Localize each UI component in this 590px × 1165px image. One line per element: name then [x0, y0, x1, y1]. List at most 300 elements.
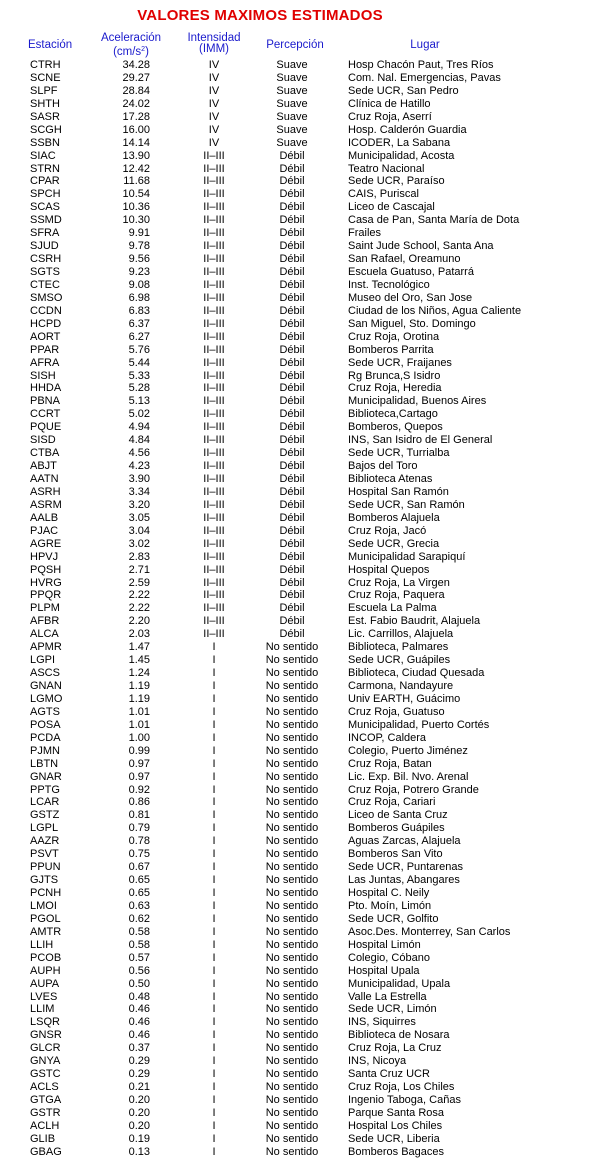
cell-aceleracion: 0.65 [128, 874, 150, 887]
cell-estacion: LGPI [30, 654, 56, 667]
cell-intensidad: II–III [203, 628, 225, 641]
cell-lugar: Sede UCR, Golfito [348, 912, 439, 925]
cell-estacion: PCOB [30, 951, 62, 964]
cell-percepcion: Débil [279, 304, 305, 317]
cell-estacion: SCNE [30, 71, 61, 84]
table-row [0, 499, 590, 512]
cell-percepcion: No sentido [265, 705, 319, 718]
cell-aceleracion: 1.24 [128, 667, 150, 680]
cell-lugar: Colegio, Puerto Jiménez [348, 744, 468, 757]
cell-estacion: ACLH [30, 1119, 60, 1132]
table-row [0, 848, 590, 861]
cell-estacion: PPTG [30, 783, 60, 796]
table-row [0, 201, 590, 214]
cell-percepcion: No sentido [265, 796, 319, 809]
cell-lugar: Cruz Roja, Guatuso [348, 705, 445, 718]
cell-intensidad: I [212, 951, 216, 964]
table-row [0, 874, 590, 887]
table-row [0, 589, 590, 602]
cell-lugar: Cruz Roja, Paquera [348, 589, 445, 602]
cell-percepcion: No sentido [265, 977, 319, 990]
table-row [0, 137, 590, 150]
cell-percepcion: Débil [279, 278, 305, 291]
table-row [0, 1055, 590, 1068]
cell-percepcion: Suave [276, 59, 308, 71]
cell-percepcion: Débil [279, 550, 305, 563]
cell-lugar: INCOP, Caldera [348, 731, 427, 744]
table-row [0, 124, 590, 137]
cell-aceleracion: 9.78 [128, 240, 150, 253]
cell-aceleracion: 14.14 [122, 136, 150, 149]
cell-percepcion: No sentido [265, 835, 319, 848]
cell-percepcion: Débil [279, 330, 305, 343]
cell-estacion: PPUN [30, 861, 61, 874]
cell-lugar: Sede UCR, Liberia [348, 1132, 440, 1145]
table-row [0, 706, 590, 719]
cell-intensidad: II–III [203, 473, 225, 485]
cell-intensidad: I [212, 990, 216, 1003]
cell-percepcion: Débil [279, 266, 305, 278]
cell-percepcion: No sentido [265, 718, 319, 731]
cell-aceleracion: 10.30 [122, 214, 150, 227]
cell-intensidad: I [212, 977, 216, 990]
cell-aceleracion: 13.90 [122, 149, 150, 162]
cell-estacion: HHDA [30, 382, 62, 395]
cell-percepcion: No sentido [265, 912, 319, 925]
cell-lugar: Municipalidad, Buenos Aires [348, 395, 487, 408]
table-row [0, 1094, 590, 1107]
cell-estacion: CTBA [30, 447, 60, 460]
cell-estacion: PBNA [30, 395, 60, 408]
cell-aceleracion: 0.58 [128, 938, 150, 951]
table-row [0, 861, 590, 874]
header-intensidad [176, 33, 252, 55]
cell-intensidad: II–III [203, 447, 225, 460]
cell-estacion: PQUE [30, 421, 62, 434]
cell-aceleracion: 9.08 [128, 278, 150, 291]
cell-percepcion: Débil [279, 434, 305, 447]
cell-estacion: GNAR [30, 770, 62, 783]
cell-intensidad: II–III [203, 421, 225, 434]
cell-aceleracion: 5.44 [128, 356, 150, 369]
cell-lugar: Cruz Roja, Orotina [348, 330, 440, 343]
cell-aceleracion: 1.47 [128, 641, 150, 654]
cell-percepcion: Débil [279, 240, 305, 253]
header-estacion: Estación [28, 39, 73, 51]
cell-aceleracion: 0.37 [128, 1042, 150, 1055]
cell-intensidad: II–III [203, 485, 225, 498]
cell-percepcion: Débil [279, 408, 305, 421]
table-row [0, 835, 590, 848]
cell-lugar: Hospital C. Neily [348, 887, 430, 899]
page-title: VALORES MAXIMOS ESTIMADOS [137, 7, 383, 24]
cell-percepcion: No sentido [265, 887, 319, 899]
cell-estacion: SPCH [30, 188, 61, 201]
cell-percepcion: No sentido [265, 667, 319, 680]
cell-estacion: PQSH [30, 563, 62, 576]
cell-estacion: GLIB [30, 1132, 56, 1145]
header-intensidad-line1: Intensidad [187, 32, 241, 44]
cell-percepcion: Débil [279, 175, 305, 188]
cell-aceleracion: 4.56 [128, 447, 150, 460]
table-row [0, 939, 590, 952]
cell-lugar: Cruz Roja, Batan [348, 757, 432, 770]
header-aceleracion [88, 33, 174, 58]
table-row [0, 732, 590, 745]
cell-estacion: CCDN [30, 304, 62, 317]
cell-intensidad: II–III [203, 434, 225, 447]
cell-intensidad: II–III [203, 201, 225, 214]
cell-intensidad: II–III [203, 589, 225, 602]
cell-percepcion: Débil [279, 188, 305, 201]
cell-lugar: Lic. Carrillos, Alajuela [348, 628, 454, 641]
table-row [0, 1081, 590, 1094]
table-row [0, 628, 590, 641]
cell-intensidad: II–III [203, 253, 225, 266]
cell-percepcion: Débil [279, 563, 305, 576]
cell-estacion: PSVT [30, 848, 59, 861]
table-row [0, 85, 590, 98]
table-row [0, 1003, 590, 1016]
cell-estacion: SSMD [30, 214, 62, 227]
cell-lugar: Hospital San Ramón [348, 485, 449, 498]
cell-aceleracion: 28.84 [122, 84, 150, 97]
cell-percepcion: Débil [279, 421, 305, 434]
cell-intensidad: I [212, 692, 216, 705]
cell-percepcion: Débil [279, 291, 305, 304]
cell-intensidad: II–III [203, 615, 225, 628]
cell-lugar: Sede UCR, San Pedro [348, 84, 459, 97]
cell-intensidad: I [212, 654, 216, 667]
cell-estacion: GLCR [30, 1042, 61, 1055]
cell-lugar: Bomberos Bagaces [348, 1145, 444, 1158]
table-row [0, 163, 590, 176]
table-row [0, 240, 590, 253]
cell-estacion: GBAG [30, 1145, 62, 1158]
table-row [0, 460, 590, 473]
cell-intensidad: I [212, 680, 216, 692]
table-row [0, 473, 590, 486]
cell-intensidad: I [212, 718, 216, 731]
cell-estacion: HPVJ [30, 550, 59, 563]
cell-intensidad: I [212, 899, 216, 912]
cell-percepcion: No sentido [265, 809, 319, 822]
cell-intensidad: I [212, 731, 216, 744]
cell-aceleracion: 0.65 [128, 887, 150, 899]
cell-estacion: CTRH [30, 59, 61, 71]
cell-intensidad: II–III [203, 369, 225, 382]
cell-lugar: Cruz Roja, La Cruz [348, 1042, 442, 1055]
cell-estacion: SIAC [30, 149, 56, 162]
cell-percepcion: Débil [279, 382, 305, 395]
cell-percepcion: Débil [279, 201, 305, 214]
cell-percepcion: Débil [279, 460, 305, 473]
cell-lugar: Saint Jude School, Santa Ana [348, 240, 494, 253]
cell-lugar: Sede UCR, Fraijanes [348, 356, 452, 369]
cell-lugar: Casa de Pan, Santa María de Dota [348, 214, 520, 227]
cell-estacion: SHTH [30, 97, 60, 110]
cell-percepcion: Débil [279, 343, 305, 356]
cell-lugar: Liceo de Cascajal [348, 201, 435, 214]
table-row [0, 758, 590, 771]
table-row [0, 667, 590, 680]
cell-intensidad: I [212, 757, 216, 770]
cell-aceleracion: 0.75 [128, 848, 150, 861]
cell-estacion: AGRE [30, 537, 62, 550]
cell-aceleracion: 5.33 [128, 369, 150, 382]
cell-lugar: Sede UCR, San Ramón [348, 498, 465, 511]
cell-aceleracion: 10.54 [122, 188, 150, 201]
table-row [0, 602, 590, 615]
cell-lugar: Hospital Los Chiles [348, 1119, 443, 1132]
cell-aceleracion: 11.68 [123, 175, 150, 188]
cell-percepcion: Débil [279, 317, 305, 330]
cell-aceleracion: 0.20 [128, 1119, 150, 1132]
table-row [0, 486, 590, 499]
cell-estacion: AFBR [30, 615, 60, 628]
cell-intensidad: II–III [203, 291, 225, 304]
cell-estacion: CTEC [30, 278, 60, 291]
cell-estacion: GSTC [30, 1068, 61, 1081]
cell-estacion: SISH [30, 369, 56, 382]
cell-estacion: APMR [30, 641, 62, 654]
cell-lugar: Sede UCR, Turrialba [348, 447, 450, 460]
cell-estacion: GNSR [30, 1029, 62, 1042]
cell-aceleracion: 5.02 [128, 408, 150, 421]
table-row [0, 370, 590, 383]
cell-intensidad: II–III [203, 602, 225, 615]
table-row [0, 551, 590, 564]
cell-percepcion: Débil [279, 615, 305, 628]
table-row [0, 305, 590, 318]
table-row [0, 1146, 590, 1159]
table-row [0, 654, 590, 667]
cell-percepcion: No sentido [265, 1029, 319, 1042]
table-row [0, 111, 590, 124]
cell-estacion: LGMO [30, 692, 63, 705]
cell-percepcion: No sentido [265, 1055, 319, 1068]
cell-lugar: Bomberos Alajuela [348, 511, 440, 524]
cell-aceleracion: 2.22 [128, 589, 150, 602]
cell-lugar: Cruz Roja, Potrero Grande [348, 783, 479, 796]
cell-estacion: SISD [30, 434, 56, 447]
cell-percepcion: Débil [279, 537, 305, 550]
cell-estacion: SMSO [30, 291, 63, 304]
cell-lugar: Carmona, Nandayure [348, 680, 454, 692]
cell-percepcion: Débil [279, 356, 305, 369]
cell-estacion: STRN [30, 162, 60, 175]
cell-estacion: GNYA [30, 1055, 61, 1068]
cell-aceleracion: 0.63 [128, 899, 150, 912]
cell-aceleracion: 1.19 [128, 692, 150, 705]
cell-estacion: AORT [30, 330, 61, 343]
cell-aceleracion: 2.03 [128, 628, 150, 641]
cell-percepcion: No sentido [265, 874, 319, 887]
cell-estacion: ALCA [30, 628, 59, 641]
cell-estacion: AUPA [30, 977, 60, 990]
cell-percepcion: No sentido [265, 861, 319, 874]
cell-lugar: Escuela Guatuso, Patarrá [348, 266, 474, 278]
cell-aceleracion: 1.01 [128, 718, 150, 731]
cell-intensidad: I [212, 1132, 216, 1145]
cell-intensidad: II–III [203, 382, 225, 395]
cell-aceleracion: 6.83 [128, 304, 150, 317]
cell-percepcion: No sentido [265, 744, 319, 757]
cell-lugar: Municipalidad, Upala [348, 977, 451, 990]
cell-intensidad: II–III [203, 162, 225, 175]
cell-aceleracion: 5.76 [128, 343, 150, 356]
cell-lugar: Biblioteca, Palmares [348, 641, 449, 654]
cell-estacion: SGTS [30, 266, 60, 278]
cell-percepcion: Suave [276, 84, 308, 97]
cell-aceleracion: 3.02 [128, 537, 150, 550]
cell-aceleracion: 0.50 [128, 977, 150, 990]
cell-intensidad: II–III [203, 408, 225, 421]
cell-intensidad: II–III [203, 330, 225, 343]
cell-aceleracion: 3.05 [128, 511, 150, 524]
cell-lugar: Bomberos San Vito [348, 848, 443, 861]
cell-intensidad: II–III [203, 188, 225, 201]
cell-intensidad: IV [208, 136, 220, 149]
cell-percepcion: Débil [279, 498, 305, 511]
cell-lugar: Biblioteca de Nosara [348, 1029, 450, 1042]
cell-percepcion: Suave [276, 136, 308, 149]
cell-lugar: Municipalidad Sarapiquí [348, 550, 466, 563]
cell-estacion: LLIM [30, 1003, 55, 1016]
cell-intensidad: II–III [203, 214, 225, 227]
cell-lugar: Asoc.Des. Monterrey, San Carlos [348, 925, 511, 938]
cell-intensidad: I [212, 887, 216, 899]
cell-percepcion: No sentido [265, 680, 319, 692]
cell-lugar: Hosp. Calderón Guardia [348, 123, 467, 136]
cell-estacion: SASR [30, 110, 60, 123]
cell-lugar: ICODER, La Sabana [348, 136, 451, 149]
cell-lugar: Cruz Roja, Cariari [348, 796, 436, 809]
cell-intensidad: II–III [203, 266, 225, 278]
cell-intensidad: I [212, 925, 216, 938]
cell-estacion: AATN [30, 473, 59, 485]
cell-percepcion: Débil [279, 602, 305, 615]
table-row [0, 1133, 590, 1146]
cell-aceleracion: 3.90 [128, 473, 150, 485]
cell-intensidad: II–III [203, 317, 225, 330]
cell-percepcion: Débil [279, 511, 305, 524]
table-row [0, 577, 590, 590]
cell-estacion: CCRT [30, 408, 61, 421]
cell-aceleracion: 0.46 [128, 1003, 150, 1016]
cell-percepcion: No sentido [265, 925, 319, 938]
cell-lugar: Com. Nal. Emergencias, Pavas [348, 71, 501, 84]
cell-lugar: Escuela La Palma [348, 602, 437, 615]
cell-intensidad: II–III [203, 498, 225, 511]
table-row [0, 615, 590, 628]
table-row [0, 279, 590, 292]
cell-aceleracion: 1.45 [128, 654, 150, 667]
cell-percepcion: No sentido [265, 1016, 319, 1029]
cell-aceleracion: 0.78 [128, 835, 150, 848]
cell-percepcion: No sentido [265, 1145, 319, 1158]
cell-lugar: Hosp Chacón Paut, Tres Ríos [348, 59, 494, 71]
cell-intensidad: II–III [203, 149, 225, 162]
cell-lugar: Lic. Exp. Bil. Nvo. Arenal [348, 770, 469, 783]
table-row [0, 434, 590, 447]
cell-percepcion: No sentido [265, 654, 319, 667]
table-row [0, 913, 590, 926]
table-row [0, 809, 590, 822]
cell-aceleracion: 5.13 [128, 395, 150, 408]
cell-aceleracion: 0.86 [128, 796, 150, 809]
cell-estacion: AMTR [30, 925, 62, 938]
cell-estacion: GSTZ [30, 809, 60, 822]
cell-lugar: Valle La Estrella [348, 990, 427, 1003]
table-row [0, 965, 590, 978]
cell-estacion: LGPL [30, 822, 59, 835]
cell-percepcion: Débil [279, 214, 305, 227]
cell-intensidad: II–III [203, 356, 225, 369]
cell-estacion: LCAR [30, 796, 60, 809]
cell-estacion: LLIH [30, 938, 54, 951]
cell-estacion: GSTR [30, 1106, 61, 1119]
cell-percepcion: No sentido [265, 1106, 319, 1119]
cell-percepcion: Suave [276, 110, 308, 123]
cell-aceleracion: 0.13 [128, 1145, 150, 1158]
cell-intensidad: II–III [203, 278, 225, 291]
cell-aceleracion: 24.02 [122, 97, 150, 110]
cell-estacion: AGTS [30, 705, 60, 718]
table-row [0, 771, 590, 784]
cell-lugar: Municipalidad, Acosta [348, 149, 455, 162]
cell-lugar: Ciudad de los Niños, Agua Caliente [348, 304, 522, 317]
cell-percepcion: No sentido [265, 1081, 319, 1094]
cell-intensidad: I [212, 1119, 216, 1132]
cell-intensidad: II–III [203, 511, 225, 524]
cell-estacion: AFRA [30, 356, 60, 369]
cell-intensidad: I [212, 809, 216, 822]
cell-aceleracion: 9.56 [128, 253, 150, 266]
table-row [0, 331, 590, 344]
cell-intensidad: I [212, 667, 216, 680]
cell-estacion: LSQR [30, 1016, 60, 1029]
cell-aceleracion: 2.83 [128, 550, 150, 563]
table-row [0, 1068, 590, 1081]
cell-lugar: Aguas Zarcas, Alajuela [348, 835, 461, 848]
cell-percepcion: Suave [276, 71, 308, 84]
table-row [0, 344, 590, 357]
cell-aceleracion: 12.42 [122, 162, 150, 175]
table-row [0, 292, 590, 305]
cell-lugar: Univ EARTH, Guácimo [348, 692, 461, 705]
table-row [0, 538, 590, 551]
cell-estacion: SLPF [30, 84, 58, 97]
cell-intensidad: II–III [203, 343, 225, 356]
cell-lugar: Santa Cruz UCR [348, 1068, 430, 1081]
cell-intensidad: I [212, 1145, 216, 1158]
cell-aceleracion: 1.00 [128, 731, 150, 744]
table-row [0, 978, 590, 991]
cell-lugar: Sede UCR, Grecia [348, 537, 440, 550]
cell-percepcion: No sentido [265, 692, 319, 705]
cell-lugar: Frailes [348, 227, 382, 240]
cell-aceleracion: 0.29 [128, 1068, 150, 1081]
cell-percepcion: No sentido [265, 757, 319, 770]
cell-aceleracion: 3.34 [128, 485, 150, 498]
cell-aceleracion: 0.57 [128, 951, 150, 964]
cell-intensidad: I [212, 938, 216, 951]
cell-lugar: Hospital Quepos [348, 563, 430, 576]
cell-percepcion: No sentido [265, 951, 319, 964]
cell-estacion: LMOI [30, 899, 57, 912]
cell-intensidad: I [212, 1094, 216, 1106]
